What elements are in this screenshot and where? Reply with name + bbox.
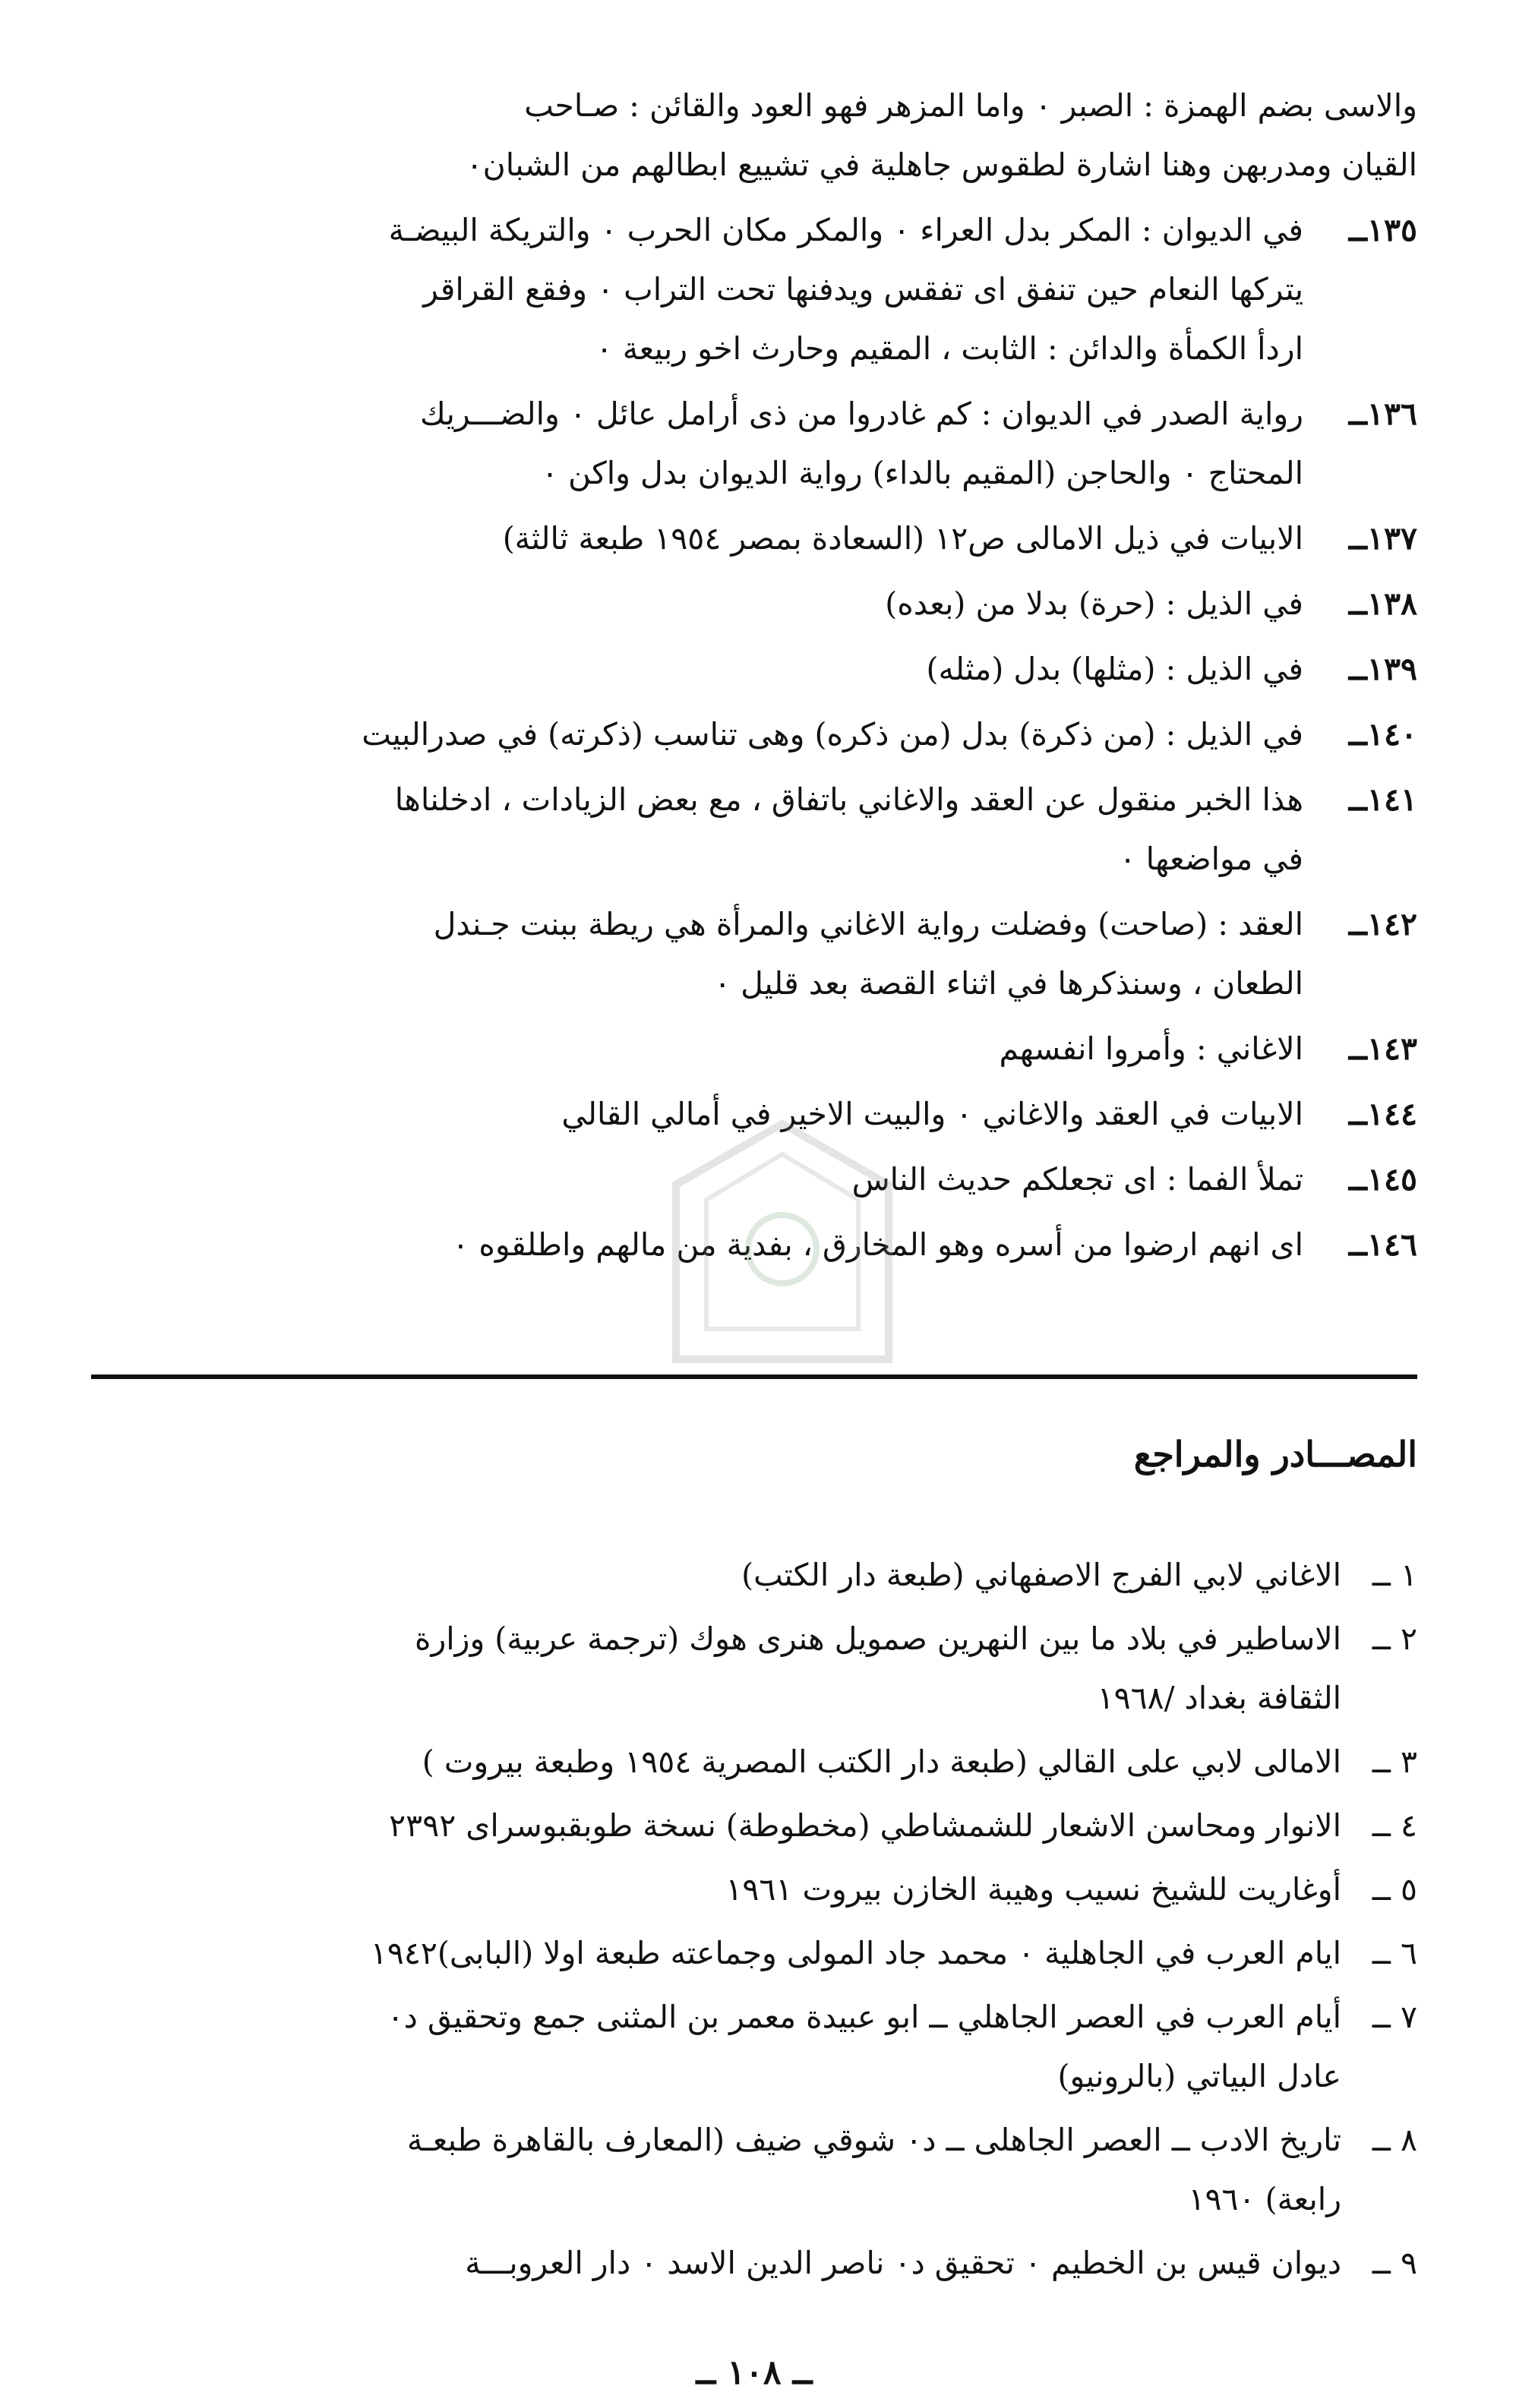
- note-141: [91, 770, 1417, 888]
- note-line: العقد : (صاحت) وفضلت رواية الاغاني والمرأة هي ريطة ببنت جـندل: [433, 906, 1303, 942]
- reference-line: الاساطير في بلاد ما بين النهرين صمويل هنرى هوك (ترجمة عربية) وزارة: [415, 1621, 1341, 1657]
- note-line: في مواضعها ٠: [1119, 841, 1303, 877]
- reference-number: ١ ــ: [1372, 1557, 1417, 1593]
- note-138: [91, 574, 1417, 633]
- note-body: [91, 1019, 1303, 1078]
- note-line: والاسى بضم الهمزة : الصبر ٠ واما المزهر فهو العود والقائن : صـاحب: [524, 87, 1417, 124]
- reference-item: [91, 1732, 1417, 1791]
- reference-number: ٧ ــ: [1372, 1999, 1417, 2035]
- note-number: ١٤٣ــ: [1348, 1030, 1417, 1067]
- reference-body: [91, 1924, 1341, 1983]
- reference-body: [91, 1860, 1341, 1919]
- reference-number: ٥ ــ: [1372, 1871, 1417, 1908]
- reference-body: [91, 1796, 1341, 1855]
- note-line: اردأ الكمأة والدائن : الثابت ، المقيم وحارث اخو ربيعة ٠: [595, 330, 1303, 367]
- note-line: في الديوان : المكر بدل العراء ٠ والمكر مكان الحرب ٠ والتريكة البيضـة: [388, 212, 1303, 248]
- note-line: رواية الصدر في الديوان : كم غادروا من ذى أرامل عائل ٠ والضـــريك: [419, 396, 1303, 432]
- note-139: [91, 639, 1417, 699]
- note-body: [91, 895, 1303, 1013]
- reference-item: [91, 2110, 1417, 2229]
- note-number: ١٤٤ــ: [1348, 1096, 1417, 1132]
- reference-item: [91, 1924, 1417, 1983]
- reference-line: تاريخ الادب ــ العصر الجاهلى ــ د٠ شوقي ضيف (المعارف بالقاهرة طبعـة: [406, 2122, 1341, 2158]
- page-number: ــ ١٠٨ ــ: [696, 2353, 813, 2392]
- note-line: في الذيل : (حرة) بدلا من (بعده): [885, 585, 1303, 622]
- reference-line: الثقافة بغداد /١٩٦٨: [1097, 1680, 1341, 1716]
- note-line: الطعان ، وسنذكرها في اثناء القصة بعد قليل ٠: [714, 965, 1303, 1002]
- note-line: يتركها النعام حين تنفق اى تفقس ويدفنها تحت التراب ٠ وفقع القراقر: [423, 271, 1303, 308]
- note-body: [91, 509, 1303, 568]
- note-body: [91, 705, 1303, 764]
- reference-number: ٢ ــ: [1372, 1621, 1417, 1657]
- reference-body: [91, 1987, 1341, 2106]
- note-body: [91, 574, 1303, 633]
- reference-body: [91, 1732, 1341, 1791]
- footnotes: [91, 76, 1417, 1274]
- note-line: في الذيل : (مثلها) بدل (مثله): [926, 651, 1303, 687]
- reference-line: الانوار ومحاسن الاشعار للشمشاطي (مخطوطة) نسخة طوبقبوسراى ٢٣٩٢: [389, 1807, 1341, 1844]
- note-number: ١٤٥ــ: [1348, 1161, 1417, 1198]
- note-line: هذا الخبر منقول عن العقد والاغاني باتفاق ، مع بعض الزيادات ، ادخلناها: [394, 781, 1303, 818]
- note-continuation: [91, 76, 1417, 194]
- note-number: ١٣٧ــ: [1348, 520, 1417, 557]
- reference-line: ديوان قيس بن الخطيم ٠ تحقيق د٠ ناصر الدين الاسد ٠ دار العروبـــة: [465, 2245, 1341, 2281]
- note-body: [91, 639, 1303, 699]
- note-number: ١٣٦ــ: [1348, 396, 1417, 432]
- note-line: القيان ومدربهن وهنا اشارة لطقوس جاهلية في تشييع ابطالهم من الشبان٠: [466, 147, 1417, 183]
- note-number: ١٤٦ــ: [1348, 1226, 1417, 1263]
- references-list: [91, 1545, 1417, 2297]
- note-line: الابيات في العقد والاغاني ٠ والبيت الاخير في أمالي القالي: [561, 1096, 1303, 1132]
- reference-item: [91, 1545, 1417, 1605]
- note-number: ١٤٠ــ: [1348, 716, 1417, 753]
- note-136: [91, 384, 1417, 503]
- reference-item: [91, 1860, 1417, 1919]
- note-line: الابيات في ذيل الامالى ص١٢ (السعادة بمصر ١٩٥٤ طبعة ثالثة): [502, 520, 1303, 557]
- reference-body: [91, 1609, 1341, 1728]
- note-line: الاغاني : وأمروا انفسهم: [999, 1030, 1303, 1067]
- reference-number: ٤ ــ: [1372, 1807, 1417, 1844]
- note-number: ١٣٥ــ: [1348, 212, 1417, 248]
- reference-body: [91, 2233, 1341, 2293]
- section-divider: [91, 1374, 1417, 1379]
- reference-item: [91, 1987, 1417, 2106]
- reference-number: ٦ ــ: [1372, 1935, 1417, 1971]
- note-142: [91, 895, 1417, 1013]
- reference-item: [91, 1609, 1417, 1728]
- note-line: تملأ الفما : اى تجعلكم حديث الناس: [851, 1161, 1303, 1198]
- reference-body: [91, 2110, 1341, 2229]
- watermark-emblem-icon: [668, 1116, 896, 1367]
- note-line: المحتاج ٠ والحاجن (المقيم بالداء) رواية الديوان بدل واكن ٠: [541, 455, 1303, 491]
- reference-line: ايام العرب في الجاهلية ٠ محمد جاد المولى وجماعته طبعة اولا (البابى)١٩٤٢: [370, 1935, 1341, 1971]
- reference-line: رابعة) ١٩٦٠: [1188, 2181, 1341, 2217]
- reference-line: الاغاني لابي الفرج الاصفهاني (طبعة دار الكتب): [741, 1557, 1341, 1593]
- note-line: في الذيل : (من ذكرة) بدل (من ذكره) وهى تناسب (ذكرته) في صدرالبيت: [362, 716, 1303, 753]
- note-143: [91, 1019, 1417, 1078]
- note-body: [91, 76, 1417, 194]
- reference-body: [91, 1545, 1341, 1605]
- note-number: ١٤٢ــ: [1348, 906, 1417, 942]
- reference-number: ٣ ــ: [1372, 1744, 1417, 1780]
- note-body: [91, 770, 1303, 888]
- note-line: اى انهم ارضوا من أسره وهو المخارق ، بفدية من مالهم واطلقوه ٠: [452, 1226, 1303, 1263]
- note-body: [91, 384, 1303, 503]
- reference-line: أيام العرب في العصر الجاهلي ــ ابو عبيدة معمر بن المثنى جمع وتحقيق د٠: [387, 1999, 1341, 2035]
- reference-item: [91, 2233, 1417, 2293]
- section-title: المصـــادر والمراجع: [1133, 1434, 1417, 1475]
- note-body: [91, 200, 1303, 378]
- note-135: [91, 200, 1417, 378]
- reference-line: أوغاريت للشيخ نسيب وهيبة الخازن بيروت ١٩٦١: [725, 1871, 1341, 1908]
- note-140: [91, 705, 1417, 764]
- page: [91, 76, 1417, 2392]
- note-number: ١٤١ــ: [1348, 781, 1417, 818]
- reference-line: عادل البياتي (بالرونيو): [1057, 2058, 1341, 2094]
- reference-number: ٨ ــ: [1372, 2122, 1417, 2158]
- reference-item: [91, 1796, 1417, 1855]
- note-number: ١٣٩ــ: [1348, 651, 1417, 687]
- note-137: [91, 509, 1417, 568]
- reference-line: الامالى لابي على القالي (طبعة دار الكتب المصرية ١٩٥٤ وطبعة بيروت ): [422, 1744, 1341, 1780]
- note-number: ١٣٨ــ: [1348, 585, 1417, 622]
- reference-number: ٩ ــ: [1372, 2245, 1417, 2281]
